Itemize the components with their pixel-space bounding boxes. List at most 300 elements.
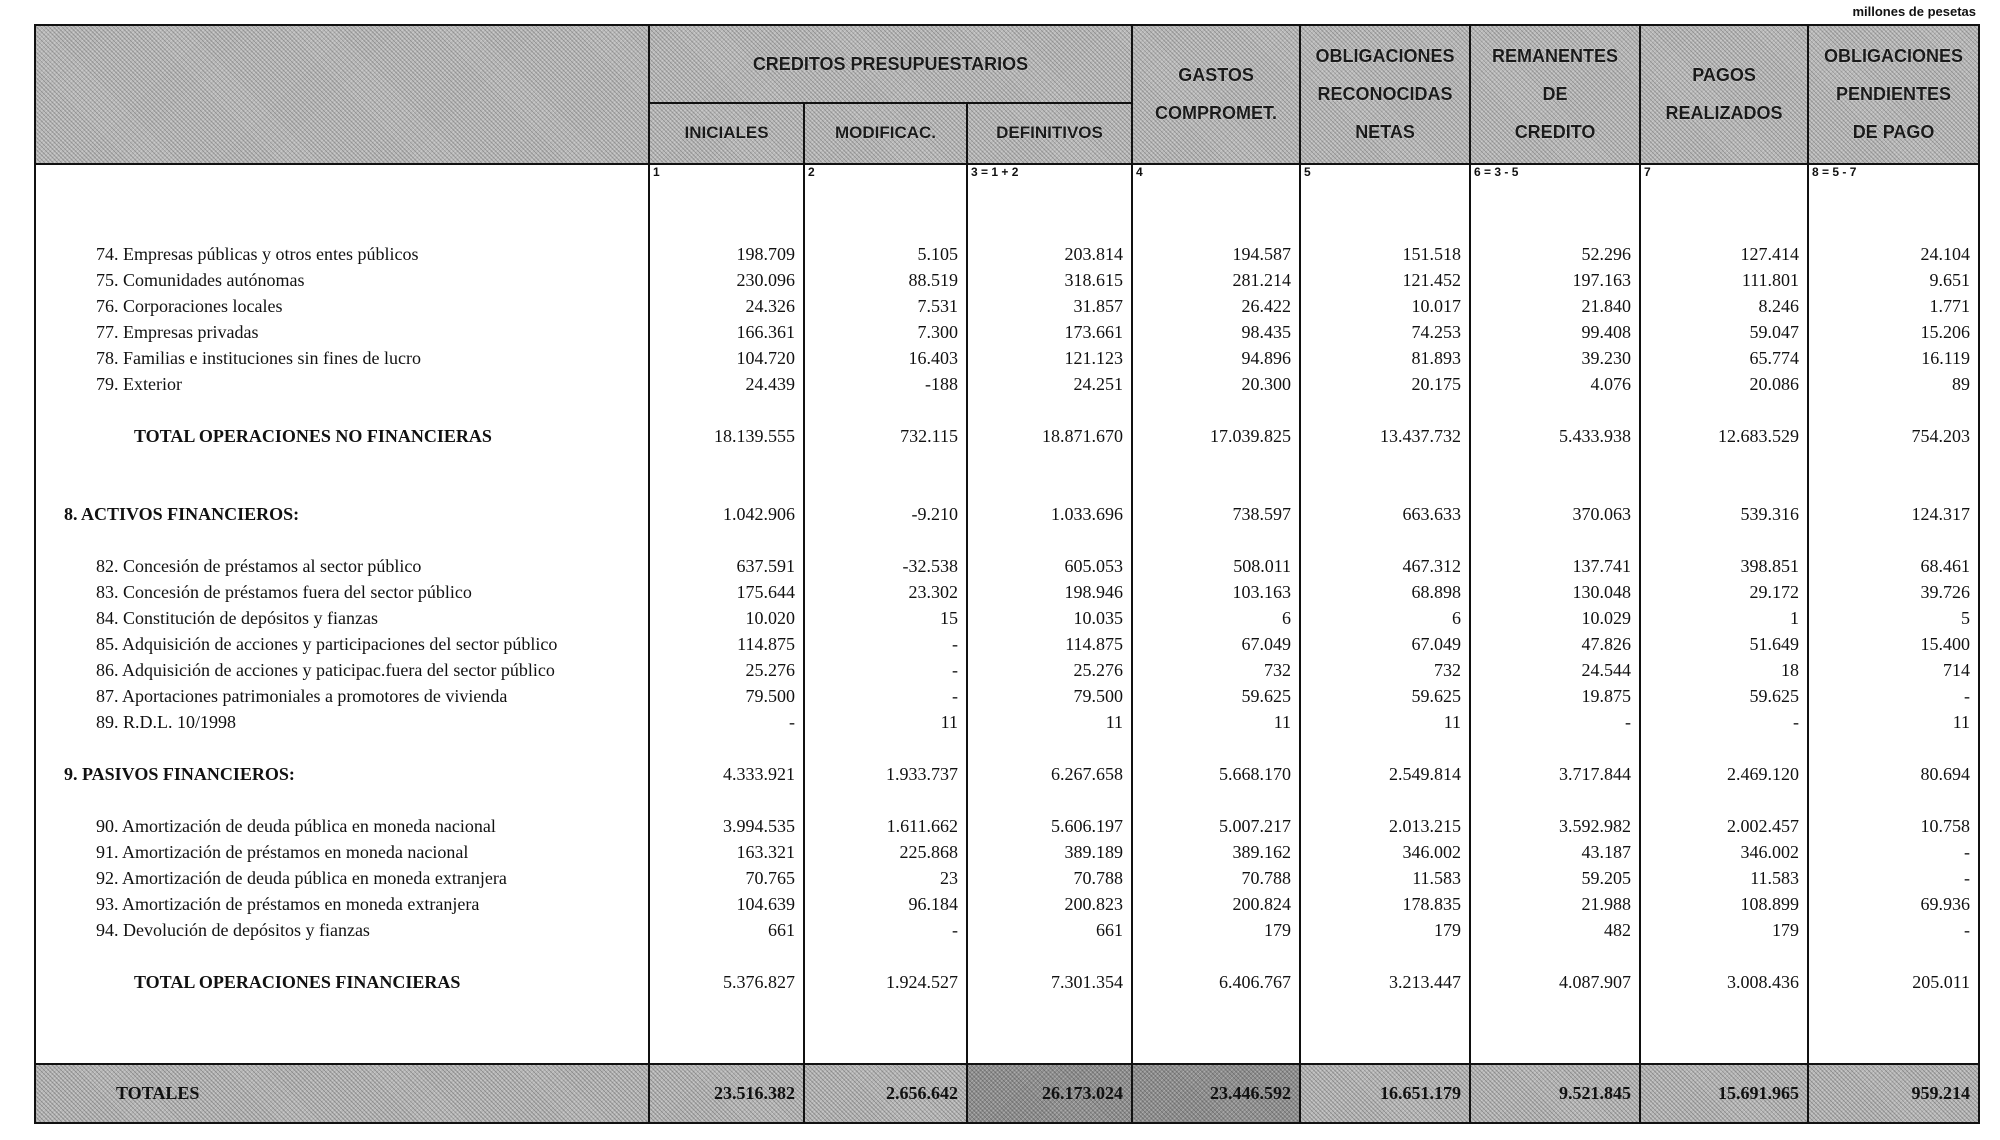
- spacer: [1301, 189, 1469, 215]
- cell-value: 200.824: [1232, 894, 1292, 915]
- cell-value: -: [1625, 712, 1632, 733]
- header-iniciales: INICIALES: [649, 103, 804, 164]
- header-remanentes: REMANENTES DE CREDITO: [1470, 25, 1640, 164]
- spacer: [1809, 397, 1978, 423]
- cell-value: 69.936: [1920, 894, 1971, 915]
- cell-value: 81.893: [1411, 348, 1462, 369]
- cell-value: 398.851: [1740, 556, 1800, 577]
- section-value: 3.717.844: [1559, 764, 1632, 785]
- spacer: [968, 449, 1131, 475]
- cell-value: -: [952, 660, 958, 681]
- cell-value: 163.321: [736, 842, 795, 863]
- cell-value: 21.840: [1581, 296, 1632, 317]
- cell-value: 79.500: [1073, 686, 1124, 707]
- cell-value: -: [952, 634, 958, 655]
- cell-value: -: [1964, 868, 1971, 889]
- cell-value: 24.104: [1920, 244, 1971, 265]
- spacer: [1133, 787, 1299, 813]
- cell-value: 108.899: [1740, 894, 1800, 915]
- column-number: 4: [1132, 164, 1300, 190]
- cell-value: 11: [1273, 712, 1292, 733]
- cell-value: 121.123: [1064, 348, 1124, 369]
- cell-value: 661: [768, 920, 795, 941]
- cell-value: 225.868: [899, 842, 958, 863]
- cell-value: 65.774: [1749, 348, 1800, 369]
- cell-value: 9.651: [1929, 270, 1971, 291]
- spacer: [650, 943, 803, 969]
- row-label: 76. Corporaciones locales: [96, 296, 283, 317]
- cell-value: 130.048: [1572, 582, 1632, 603]
- spacer: [1641, 787, 1807, 813]
- cell-value: 10.758: [1920, 816, 1971, 837]
- spacer: [805, 527, 966, 553]
- cell-value: 67.049: [1411, 634, 1462, 655]
- cell-value: 31.857: [1073, 296, 1124, 317]
- cell-value: 661: [1096, 920, 1124, 941]
- spacer: [36, 787, 648, 813]
- column-number: 7: [1640, 164, 1808, 190]
- cell-value: 39.726: [1920, 582, 1971, 603]
- row-label: 82. Concesión de préstamos al sector público: [96, 556, 422, 577]
- total-value: 3.008.436: [1727, 972, 1800, 993]
- cell-value: 88.519: [908, 270, 958, 291]
- row-label: 94. Devolución de depósitos y fianzas: [96, 920, 370, 941]
- spacer: [1133, 215, 1299, 241]
- section-value: 124.317: [1911, 504, 1971, 525]
- cell-value: 68.461: [1920, 556, 1971, 577]
- cell-value: 43.187: [1581, 842, 1632, 863]
- cell-value: 4.076: [1590, 374, 1632, 395]
- cell-value: 114.875: [1065, 634, 1124, 655]
- total-value: 5.433.938: [1559, 426, 1632, 447]
- spacer: [1471, 527, 1639, 553]
- spacer: [805, 397, 966, 423]
- section-value: 4.333.921: [723, 764, 795, 785]
- cell-value: 7.531: [917, 296, 958, 317]
- row-label: 90. Amortización de deuda pública en moneda nacional: [96, 816, 496, 837]
- cell-value: 1.611.662: [886, 816, 958, 837]
- column-number: 6 = 3 - 5: [1470, 164, 1640, 190]
- cell-value: 173.661: [1064, 322, 1124, 343]
- spacer: [36, 943, 648, 969]
- cell-value: 179: [1264, 920, 1292, 941]
- cell-value: 2.013.215: [1389, 816, 1462, 837]
- header-gastos: GASTOS COMPROMET.: [1132, 25, 1300, 164]
- cell-value: 203.814: [1064, 244, 1124, 265]
- cell-value: 179: [1434, 920, 1462, 941]
- cell-value: 103.163: [1232, 582, 1292, 603]
- cell-value: 98.435: [1241, 322, 1292, 343]
- spacer: [1809, 943, 1978, 969]
- spacer: [1133, 189, 1299, 215]
- cell-value: 11: [940, 712, 958, 733]
- row-label: 77. Empresas privadas: [96, 322, 259, 343]
- spacer: [968, 735, 1131, 761]
- spacer: [1301, 735, 1469, 761]
- total-value: 12.683.529: [1718, 426, 1800, 447]
- spacer: [968, 475, 1131, 501]
- spacer: [1471, 943, 1639, 969]
- cell-value: 111.801: [1741, 270, 1800, 291]
- cell-value: 19.875: [1581, 686, 1632, 707]
- spacer: [1641, 215, 1807, 241]
- cell-value: 467.312: [1402, 556, 1462, 577]
- cell-value: 3.994.535: [723, 816, 795, 837]
- row-label: 74. Empresas públicas y otros entes públicos: [96, 244, 419, 265]
- cell-value: 732: [1434, 660, 1462, 681]
- cell-value: 281.214: [1232, 270, 1292, 291]
- cell-value: 59.205: [1581, 868, 1632, 889]
- cell-value: 5.105: [917, 244, 958, 265]
- spacer: [36, 527, 648, 553]
- spacer: [1301, 527, 1469, 553]
- cell-value: 3.592.982: [1559, 816, 1632, 837]
- cell-value: 39.230: [1581, 348, 1632, 369]
- cell-value: 482: [1604, 920, 1632, 941]
- cell-value: 67.049: [1241, 634, 1292, 655]
- cell-value: 24.544: [1581, 660, 1632, 681]
- section-value: 370.063: [1572, 504, 1632, 525]
- column-number: 5: [1300, 164, 1470, 190]
- cell-value: 389.189: [1064, 842, 1124, 863]
- spacer: [968, 787, 1131, 813]
- spacer: [1809, 215, 1978, 241]
- spacer: [36, 449, 648, 475]
- column-number: 8 = 5 - 7: [1808, 164, 1979, 190]
- section-value: 2.469.120: [1727, 764, 1800, 785]
- spacer: [1301, 475, 1469, 501]
- spacer: [968, 943, 1131, 969]
- total-value: 5.376.827: [723, 972, 795, 993]
- spacer: [805, 475, 966, 501]
- total-value: 3.213.447: [1389, 972, 1462, 993]
- cell-value: 508.011: [1233, 556, 1292, 577]
- spacer: [1809, 475, 1978, 501]
- cell-value: 389.162: [1232, 842, 1292, 863]
- spacer: [1133, 449, 1299, 475]
- row-label: 79. Exterior: [96, 374, 182, 395]
- row-label: 75. Comunidades autónomas: [96, 270, 305, 291]
- cell-value: 197.163: [1572, 270, 1632, 291]
- cell-value: 26.422: [1241, 296, 1292, 317]
- cell-value: 5.007.217: [1219, 816, 1292, 837]
- section-value: 663.633: [1402, 504, 1462, 525]
- cell-value: 70.765: [745, 868, 795, 889]
- cell-value: -: [1964, 842, 1971, 863]
- row-label: 86. Adquisición de acciones y paticipac.fuera del sector público: [96, 660, 555, 681]
- spacer: [1133, 735, 1299, 761]
- cell-value: 5: [1961, 608, 1971, 629]
- cell-value: 114.875: [737, 634, 795, 655]
- cell-value: 52.296: [1581, 244, 1632, 265]
- cell-value: 79.500: [745, 686, 795, 707]
- spacer: [650, 449, 803, 475]
- spacer: [1809, 189, 1978, 215]
- spacer: [1471, 215, 1639, 241]
- spacer: [968, 189, 1131, 215]
- cell-value: 1: [1790, 608, 1800, 629]
- cell-value: 23.302: [908, 582, 958, 603]
- total-value: 205.011: [1912, 972, 1971, 993]
- budget-table: [34, 24, 1980, 1124]
- cell-value: 7.300: [917, 322, 958, 343]
- spacer: [650, 787, 803, 813]
- spacer: [1809, 449, 1978, 475]
- row-label: 92. Amortización de deuda pública en moneda extranjera: [96, 868, 507, 889]
- cell-value: -: [1964, 920, 1971, 941]
- cell-value: 11: [1105, 712, 1124, 733]
- cell-value: -32.538: [902, 556, 958, 577]
- colnum-blank: [35, 164, 649, 190]
- totales-value: 16.651.179: [1300, 1064, 1470, 1123]
- cell-value: 16.119: [1921, 348, 1971, 369]
- header-obligaciones: OBLIGACIONES RECONOCIDAS NETAS: [1300, 25, 1470, 164]
- row-label: 85. Adquisición de acciones y participaciones del sector público: [96, 634, 558, 655]
- cell-value: 104.639: [736, 894, 795, 915]
- spacer: [1471, 189, 1639, 215]
- cell-value: 70.788: [1073, 868, 1124, 889]
- spacer: [1471, 787, 1639, 813]
- concept-column: [35, 189, 649, 1063]
- cell-value: 137.741: [1572, 556, 1632, 577]
- spacer: [1471, 449, 1639, 475]
- total-value: 18.871.670: [1042, 426, 1124, 447]
- spacer: [1133, 527, 1299, 553]
- row-label: 83. Concesión de préstamos fuera del sector público: [96, 582, 472, 603]
- cell-value: 11.583: [1412, 868, 1462, 889]
- cell-value: 198.709: [736, 244, 795, 265]
- cell-value: 11: [1952, 712, 1971, 733]
- value-column: [967, 189, 1132, 1063]
- spacer: [1641, 943, 1807, 969]
- section-value: 539.316: [1740, 504, 1800, 525]
- value-column: [1300, 189, 1470, 1063]
- section-label: 9. PASIVOS FINANCIEROS:: [64, 764, 295, 785]
- totales-row: [35, 1064, 1979, 1123]
- header-pagos: PAGOS REALIZADOS: [1640, 25, 1808, 164]
- cell-value: 16.403: [908, 348, 958, 369]
- cell-value: 15.206: [1920, 322, 1971, 343]
- cell-value: 70.788: [1241, 868, 1292, 889]
- column-number: 1: [649, 164, 804, 190]
- cell-value: 200.823: [1064, 894, 1124, 915]
- spacer: [968, 527, 1131, 553]
- spacer: [650, 397, 803, 423]
- cell-value: 15: [940, 608, 958, 629]
- section-value: 1.042.906: [723, 504, 795, 525]
- totales-value: 9.521.845: [1470, 1064, 1640, 1123]
- cell-value: 1.771: [1929, 296, 1971, 317]
- cell-value: 68.898: [1411, 582, 1462, 603]
- row-label: 89. R.D.L. 10/1998: [96, 712, 237, 733]
- header-blank: [35, 25, 649, 164]
- section-value: 2.549.814: [1389, 764, 1462, 785]
- cell-value: 318.615: [1064, 270, 1124, 291]
- spacer: [1301, 943, 1469, 969]
- cell-value: 94.896: [1241, 348, 1292, 369]
- value-column: [1808, 189, 1979, 1063]
- section-value: 6.267.658: [1051, 764, 1124, 785]
- spacer: [36, 397, 648, 423]
- cell-value: 59.047: [1749, 322, 1800, 343]
- spacer: [650, 735, 803, 761]
- spacer: [1809, 787, 1978, 813]
- cell-value: -188: [925, 374, 958, 395]
- cell-value: 198.946: [1064, 582, 1124, 603]
- spacer: [1301, 787, 1469, 813]
- total-label: TOTAL OPERACIONES NO FINANCIERAS: [134, 426, 492, 447]
- section-value: 80.694: [1920, 764, 1971, 785]
- total-label: TOTAL OPERACIONES FINANCIERAS: [134, 972, 461, 993]
- cell-value: 51.649: [1749, 634, 1800, 655]
- cell-value: 24.326: [745, 296, 795, 317]
- total-value: 6.406.767: [1219, 972, 1292, 993]
- cell-value: 20.175: [1411, 374, 1462, 395]
- value-column: [1470, 189, 1640, 1063]
- totales-label: TOTALES: [35, 1064, 649, 1123]
- spacer: [1641, 397, 1807, 423]
- total-value: 18.139.555: [714, 426, 795, 447]
- spacer: [1133, 943, 1299, 969]
- cell-value: 59.625: [1411, 686, 1462, 707]
- spacer: [650, 189, 803, 215]
- cell-value: 8.246: [1758, 296, 1800, 317]
- cell-value: 179: [1772, 920, 1800, 941]
- cell-value: 59.625: [1241, 686, 1292, 707]
- cell-value: 2.002.457: [1727, 816, 1800, 837]
- spacer: [968, 397, 1131, 423]
- section-value: 1.933.737: [886, 764, 958, 785]
- cell-value: 25.276: [1073, 660, 1124, 681]
- totales-value: 2.656.642: [804, 1064, 967, 1123]
- total-value: 732.115: [900, 426, 958, 447]
- spacer: [1471, 475, 1639, 501]
- total-value: 17.039.825: [1210, 426, 1292, 447]
- cell-value: 10.020: [745, 608, 795, 629]
- cell-value: 178.835: [1402, 894, 1462, 915]
- cell-value: 24.439: [745, 374, 795, 395]
- cell-value: 127.414: [1740, 244, 1800, 265]
- cell-value: 732: [1264, 660, 1292, 681]
- cell-value: 151.518: [1402, 244, 1462, 265]
- spacer: [36, 215, 648, 241]
- cell-value: 175.644: [736, 582, 795, 603]
- cell-value: 18: [1781, 660, 1800, 681]
- total-value: 13.437.732: [1380, 426, 1462, 447]
- spacer: [805, 943, 966, 969]
- section-label: 8. ACTIVOS FINANCIEROS:: [64, 504, 300, 525]
- cell-value: 99.408: [1581, 322, 1632, 343]
- row-label: 78. Familias e instituciones sin fines de lucro: [96, 348, 421, 369]
- header-creditos: CREDITOS PRESUPUESTARIOS: [649, 25, 1132, 103]
- value-column: [649, 189, 804, 1063]
- spacer: [1301, 397, 1469, 423]
- cell-value: 6: [1452, 608, 1462, 629]
- value-column: [804, 189, 967, 1063]
- cell-value: 59.625: [1749, 686, 1800, 707]
- spacer: [650, 527, 803, 553]
- cell-value: -: [789, 712, 795, 733]
- row-label: 84. Constitución de depósitos y fianzas: [96, 608, 378, 629]
- value-column: [1132, 189, 1300, 1063]
- total-value: 7.301.354: [1051, 972, 1124, 993]
- spacer: [36, 475, 648, 501]
- cell-value: 15.400: [1920, 634, 1971, 655]
- header-modificac: MODIFICAC.: [804, 103, 967, 164]
- cell-value: 194.587: [1232, 244, 1292, 265]
- totales-value: 15.691.965: [1640, 1064, 1808, 1123]
- spacer: [805, 787, 966, 813]
- spacer: [36, 189, 648, 215]
- section-value: 738.597: [1232, 504, 1292, 525]
- cell-value: 605.053: [1064, 556, 1124, 577]
- cell-value: 10.035: [1073, 608, 1124, 629]
- value-column: [1640, 189, 1808, 1063]
- cell-value: 166.361: [736, 322, 795, 343]
- spacer: [1641, 189, 1807, 215]
- cell-value: -: [1964, 686, 1971, 707]
- cell-value: 230.096: [736, 270, 795, 291]
- total-value: 1.924.527: [886, 972, 958, 993]
- spacer: [1301, 215, 1469, 241]
- section-value: 1.033.696: [1051, 504, 1124, 525]
- spacer: [805, 189, 966, 215]
- cell-value: 346.002: [1402, 842, 1462, 863]
- cell-value: 47.826: [1581, 634, 1632, 655]
- section-value: 5.668.170: [1219, 764, 1292, 785]
- cell-value: 11.583: [1750, 868, 1800, 889]
- cell-value: 10.029: [1581, 608, 1632, 629]
- cell-value: 11: [1443, 712, 1462, 733]
- totales-value: 23.516.382: [649, 1064, 804, 1123]
- cell-value: 89: [1952, 374, 1971, 395]
- cell-value: 25.276: [745, 660, 795, 681]
- totales-value: 26.173.024: [967, 1064, 1132, 1123]
- row-label: 91. Amortización de préstamos en moneda nacional: [96, 842, 469, 863]
- spacer: [1641, 735, 1807, 761]
- cell-value: -: [1793, 712, 1800, 733]
- cell-value: -: [952, 686, 958, 707]
- spacer: [1809, 527, 1978, 553]
- spacer: [1301, 449, 1469, 475]
- cell-value: 6: [1282, 608, 1292, 629]
- column-number: 2: [804, 164, 967, 190]
- units-caption: millones de pesetas: [1852, 4, 1976, 19]
- cell-value: 20.086: [1749, 374, 1800, 395]
- spacer: [1133, 475, 1299, 501]
- body-row: [35, 189, 1979, 1063]
- totales-value: 23.446.592: [1132, 1064, 1300, 1123]
- row-label: 87. Aportaciones patrimoniales a promotores de vivienda: [96, 686, 508, 707]
- section-value: -9.210: [911, 504, 958, 525]
- spacer: [1809, 735, 1978, 761]
- header-pendientes: OBLIGACIONES PENDIENTES DE PAGO: [1808, 25, 1979, 164]
- spacer: [650, 475, 803, 501]
- cell-value: 24.251: [1073, 374, 1124, 395]
- cell-value: 104.720: [736, 348, 795, 369]
- column-number: 3 = 1 + 2: [967, 164, 1132, 190]
- spacer: [1641, 449, 1807, 475]
- cell-value: 637.591: [736, 556, 795, 577]
- row-label: 93. Amortización de préstamos en moneda extranjera: [96, 894, 480, 915]
- cell-value: 714: [1943, 660, 1971, 681]
- cell-value: 20.300: [1241, 374, 1292, 395]
- spacer: [1641, 527, 1807, 553]
- header-definitivos: DEFINITIVOS: [967, 103, 1132, 164]
- spacer: [1471, 397, 1639, 423]
- total-value: 754.203: [1911, 426, 1971, 447]
- cell-value: 21.988: [1581, 894, 1632, 915]
